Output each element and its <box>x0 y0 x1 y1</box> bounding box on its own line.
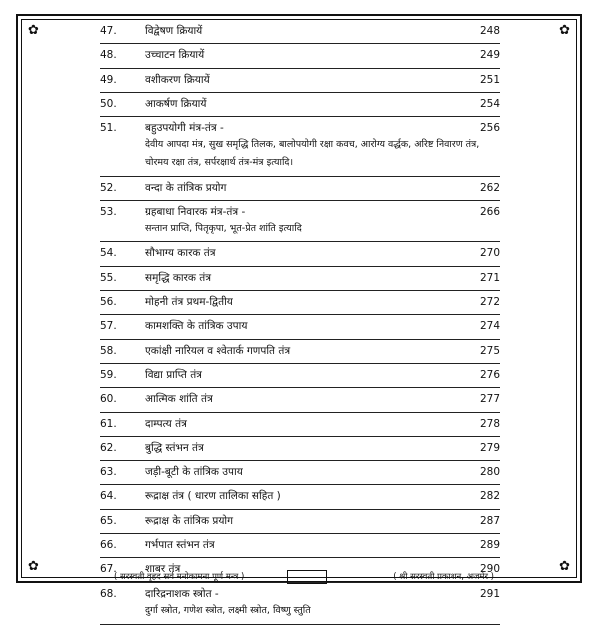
toc-entry <box>100 177 500 201</box>
toc-entry-page-number: 279 <box>479 441 500 454</box>
toc-entry-number: 53. <box>100 206 117 219</box>
toc-entry-page-number: 276 <box>479 368 500 381</box>
toc-entry-page-number: 254 <box>479 97 500 110</box>
toc-entry-header <box>100 437 500 460</box>
toc-entry-title: आकर्षण क्रियायें <box>145 97 207 110</box>
toc-entry-page-number: 249 <box>479 49 500 62</box>
toc-entry-number: 63. <box>100 466 117 479</box>
toc-entry-number: 48. <box>100 49 117 62</box>
toc-entry-title: वन्दा के तांत्रिक प्रयोग <box>145 182 227 195</box>
toc-entry-title: जड़ी-बूटी के तांत्रिक उपाय <box>145 466 243 479</box>
toc-entry-header <box>100 461 500 484</box>
toc-entry <box>100 461 500 485</box>
toc-entry <box>100 267 500 291</box>
toc-entry <box>100 315 500 339</box>
toc-entry-header <box>100 205 500 220</box>
page-footer <box>104 570 494 584</box>
toc-entry-page-number: 291 <box>479 587 500 600</box>
toc-entry-page-number: 277 <box>479 393 500 406</box>
toc-entry-title: आत्मिक शांति तंत्र <box>145 393 213 406</box>
corner-ornament-icon: ✿ <box>28 23 39 38</box>
toc-entry-title: बुद्धि स्तंभन तंत्र <box>145 441 204 454</box>
toc-entry-header <box>100 315 500 338</box>
toc-entry <box>100 93 500 117</box>
toc-entry-number: 66. <box>100 539 117 552</box>
toc-entry-title: रूद्राक्ष के तांत्रिक प्रयोग <box>145 514 234 527</box>
toc-entry-title: सौभाग्य कारक तंत्र <box>145 247 216 260</box>
toc-entry <box>100 583 500 625</box>
toc-entry-header <box>100 388 500 411</box>
toc-entry-title: कामशक्ति के तांत्रिक उपाय <box>145 320 248 333</box>
toc-entry-number: 52. <box>100 182 117 195</box>
toc-entry-title: गर्भपात स्तंभन तंत्र <box>145 539 215 552</box>
toc-entry-page-number: 270 <box>479 247 500 260</box>
toc-entry <box>100 44 500 68</box>
toc-entry <box>100 388 500 412</box>
toc-entry <box>100 340 500 364</box>
toc-entry-number: 57. <box>100 320 117 333</box>
toc-entry-title: वशीकरण क्रियायें <box>145 73 210 86</box>
toc-entry-number: 59. <box>100 368 117 381</box>
toc-entry <box>100 534 500 558</box>
toc-entry-page-number: 287 <box>479 514 500 527</box>
toc-entry-page-number: 275 <box>479 344 500 357</box>
toc-entry-page-number: 282 <box>479 490 500 503</box>
toc-entry-title: विद्या प्राप्ति तंत्र <box>145 368 202 381</box>
footer-book-title: ( सरस्वती वृहद सर्व मनोकामना पूर्ण मन्त्र ) <box>114 572 245 582</box>
toc-entry-header <box>100 69 500 92</box>
toc-entry-header <box>100 267 500 290</box>
table-of-contents <box>100 20 500 625</box>
toc-entry <box>100 201 500 242</box>
toc-entry <box>100 20 500 44</box>
toc-entry-page-number: 274 <box>479 320 500 333</box>
toc-entry-title: ग्रहबाधा निवारक मंत्र-तंत्र - <box>145 206 246 219</box>
toc-entry-title: दारिद्रनाशक स्त्रोत - <box>145 587 219 600</box>
toc-entry-title: शाबर तंत्र <box>145 563 181 576</box>
toc-entry-subtopics: देवीय आपदा मंत्र, सुख समृद्धि तिलक, बालोपयोगी रक्षा कवच, आरोग्य वर्द्धक, अरिष्ट निवारण तंत्र, चोरमय रक्षा तंत्र, सर्परक्षार्थ तंत्र-मंत्र इत्यादि। <box>145 139 480 169</box>
toc-entry-page-number: 266 <box>479 206 500 219</box>
toc-entry <box>100 242 500 266</box>
toc-entry-number: 67. <box>100 563 117 576</box>
footer-page-box <box>287 570 327 584</box>
toc-entry-title: दाम्पत्य तंत्र <box>145 417 187 430</box>
toc-entry-title: बहुउपयोगी मंत्र-तंत्र - <box>145 122 224 135</box>
corner-ornament-icon: ✿ <box>28 559 39 574</box>
toc-entry-page-number: 256 <box>479 122 500 135</box>
toc-entry-title: समृद्धि कारक तंत्र <box>145 271 212 284</box>
toc-entry <box>100 437 500 461</box>
toc-entry-header <box>100 587 500 602</box>
toc-entry-header <box>100 177 500 200</box>
corner-ornament-icon: ✿ <box>559 559 570 574</box>
toc-entry-header <box>100 242 500 265</box>
toc-entry-header <box>100 93 500 116</box>
toc-entry-number: 65. <box>100 514 117 527</box>
toc-entry <box>100 364 500 388</box>
toc-entry-page-number: 280 <box>479 466 500 479</box>
toc-entry-subtopics: दुर्गा स्त्रोत, गणेश स्त्रोत, लक्ष्मी स्त्रोत, विष्णु स्तुति <box>145 604 311 616</box>
toc-entry-page-number: 290 <box>479 563 500 576</box>
toc-entry-number: 56. <box>100 296 117 309</box>
corner-ornament-icon: ✿ <box>559 23 570 38</box>
toc-entry-subtopics: सन्तान प्राप्ति, पितृकृपा, भूत-प्रेत शांति इत्यादि <box>145 223 302 235</box>
toc-entry-number: 50. <box>100 97 117 110</box>
toc-entry <box>100 291 500 315</box>
toc-entry-page-number: 289 <box>479 539 500 552</box>
toc-entry-header <box>100 413 500 436</box>
toc-entry <box>100 117 500 177</box>
toc-entry-header <box>100 340 500 363</box>
toc-entry-number: 61. <box>100 417 117 430</box>
toc-entry-title: उच्चाटन क्रियायें <box>145 49 205 62</box>
toc-entry-page-number: 272 <box>479 296 500 309</box>
toc-entry-header <box>100 485 500 508</box>
toc-entry-page-number: 262 <box>479 182 500 195</box>
toc-entry-number: 54. <box>100 247 117 260</box>
toc-entry-title: मोहनी तंत्र प्रथम-द्वितीय <box>145 296 233 309</box>
toc-entry-page-number: 278 <box>479 417 500 430</box>
toc-entry-number: 60. <box>100 393 117 406</box>
toc-entry-page-number: 271 <box>479 271 500 284</box>
toc-entry-page-number: 248 <box>479 25 500 37</box>
toc-entry-number: 51. <box>100 122 117 135</box>
toc-entry <box>100 413 500 437</box>
toc-entry-header <box>100 121 500 136</box>
toc-entry-header <box>100 20 500 43</box>
toc-entry-header <box>100 364 500 387</box>
toc-entry-number: 47. <box>100 25 117 37</box>
toc-entry-title: रूद्राक्ष तंत्र ( धारण तालिका सहित ) <box>145 490 281 503</box>
toc-entry <box>100 510 500 534</box>
toc-entry-number: 62. <box>100 441 117 454</box>
toc-entry <box>100 69 500 93</box>
toc-entry-header <box>100 44 500 67</box>
toc-entry-header <box>100 534 500 557</box>
toc-entry-number: 64. <box>100 490 117 503</box>
toc-entry-header <box>100 510 500 533</box>
toc-entry-number: 58. <box>100 344 117 357</box>
toc-entry-header <box>100 291 500 314</box>
toc-entry-title: एकांक्षी नारियल व श्वेतार्क गणपति तंत्र <box>145 344 291 357</box>
footer-publisher: ( श्री सरस्वती प्रकाशन, अजमेर ) <box>393 572 494 582</box>
toc-entry-number: 68. <box>100 587 117 600</box>
toc-entry-title: विद्वेषण क्रियायें <box>145 25 203 37</box>
toc-entry-number: 49. <box>100 73 117 86</box>
toc-entry-number: 55. <box>100 271 117 284</box>
toc-entry-page-number: 251 <box>479 73 500 86</box>
toc-entry <box>100 485 500 509</box>
